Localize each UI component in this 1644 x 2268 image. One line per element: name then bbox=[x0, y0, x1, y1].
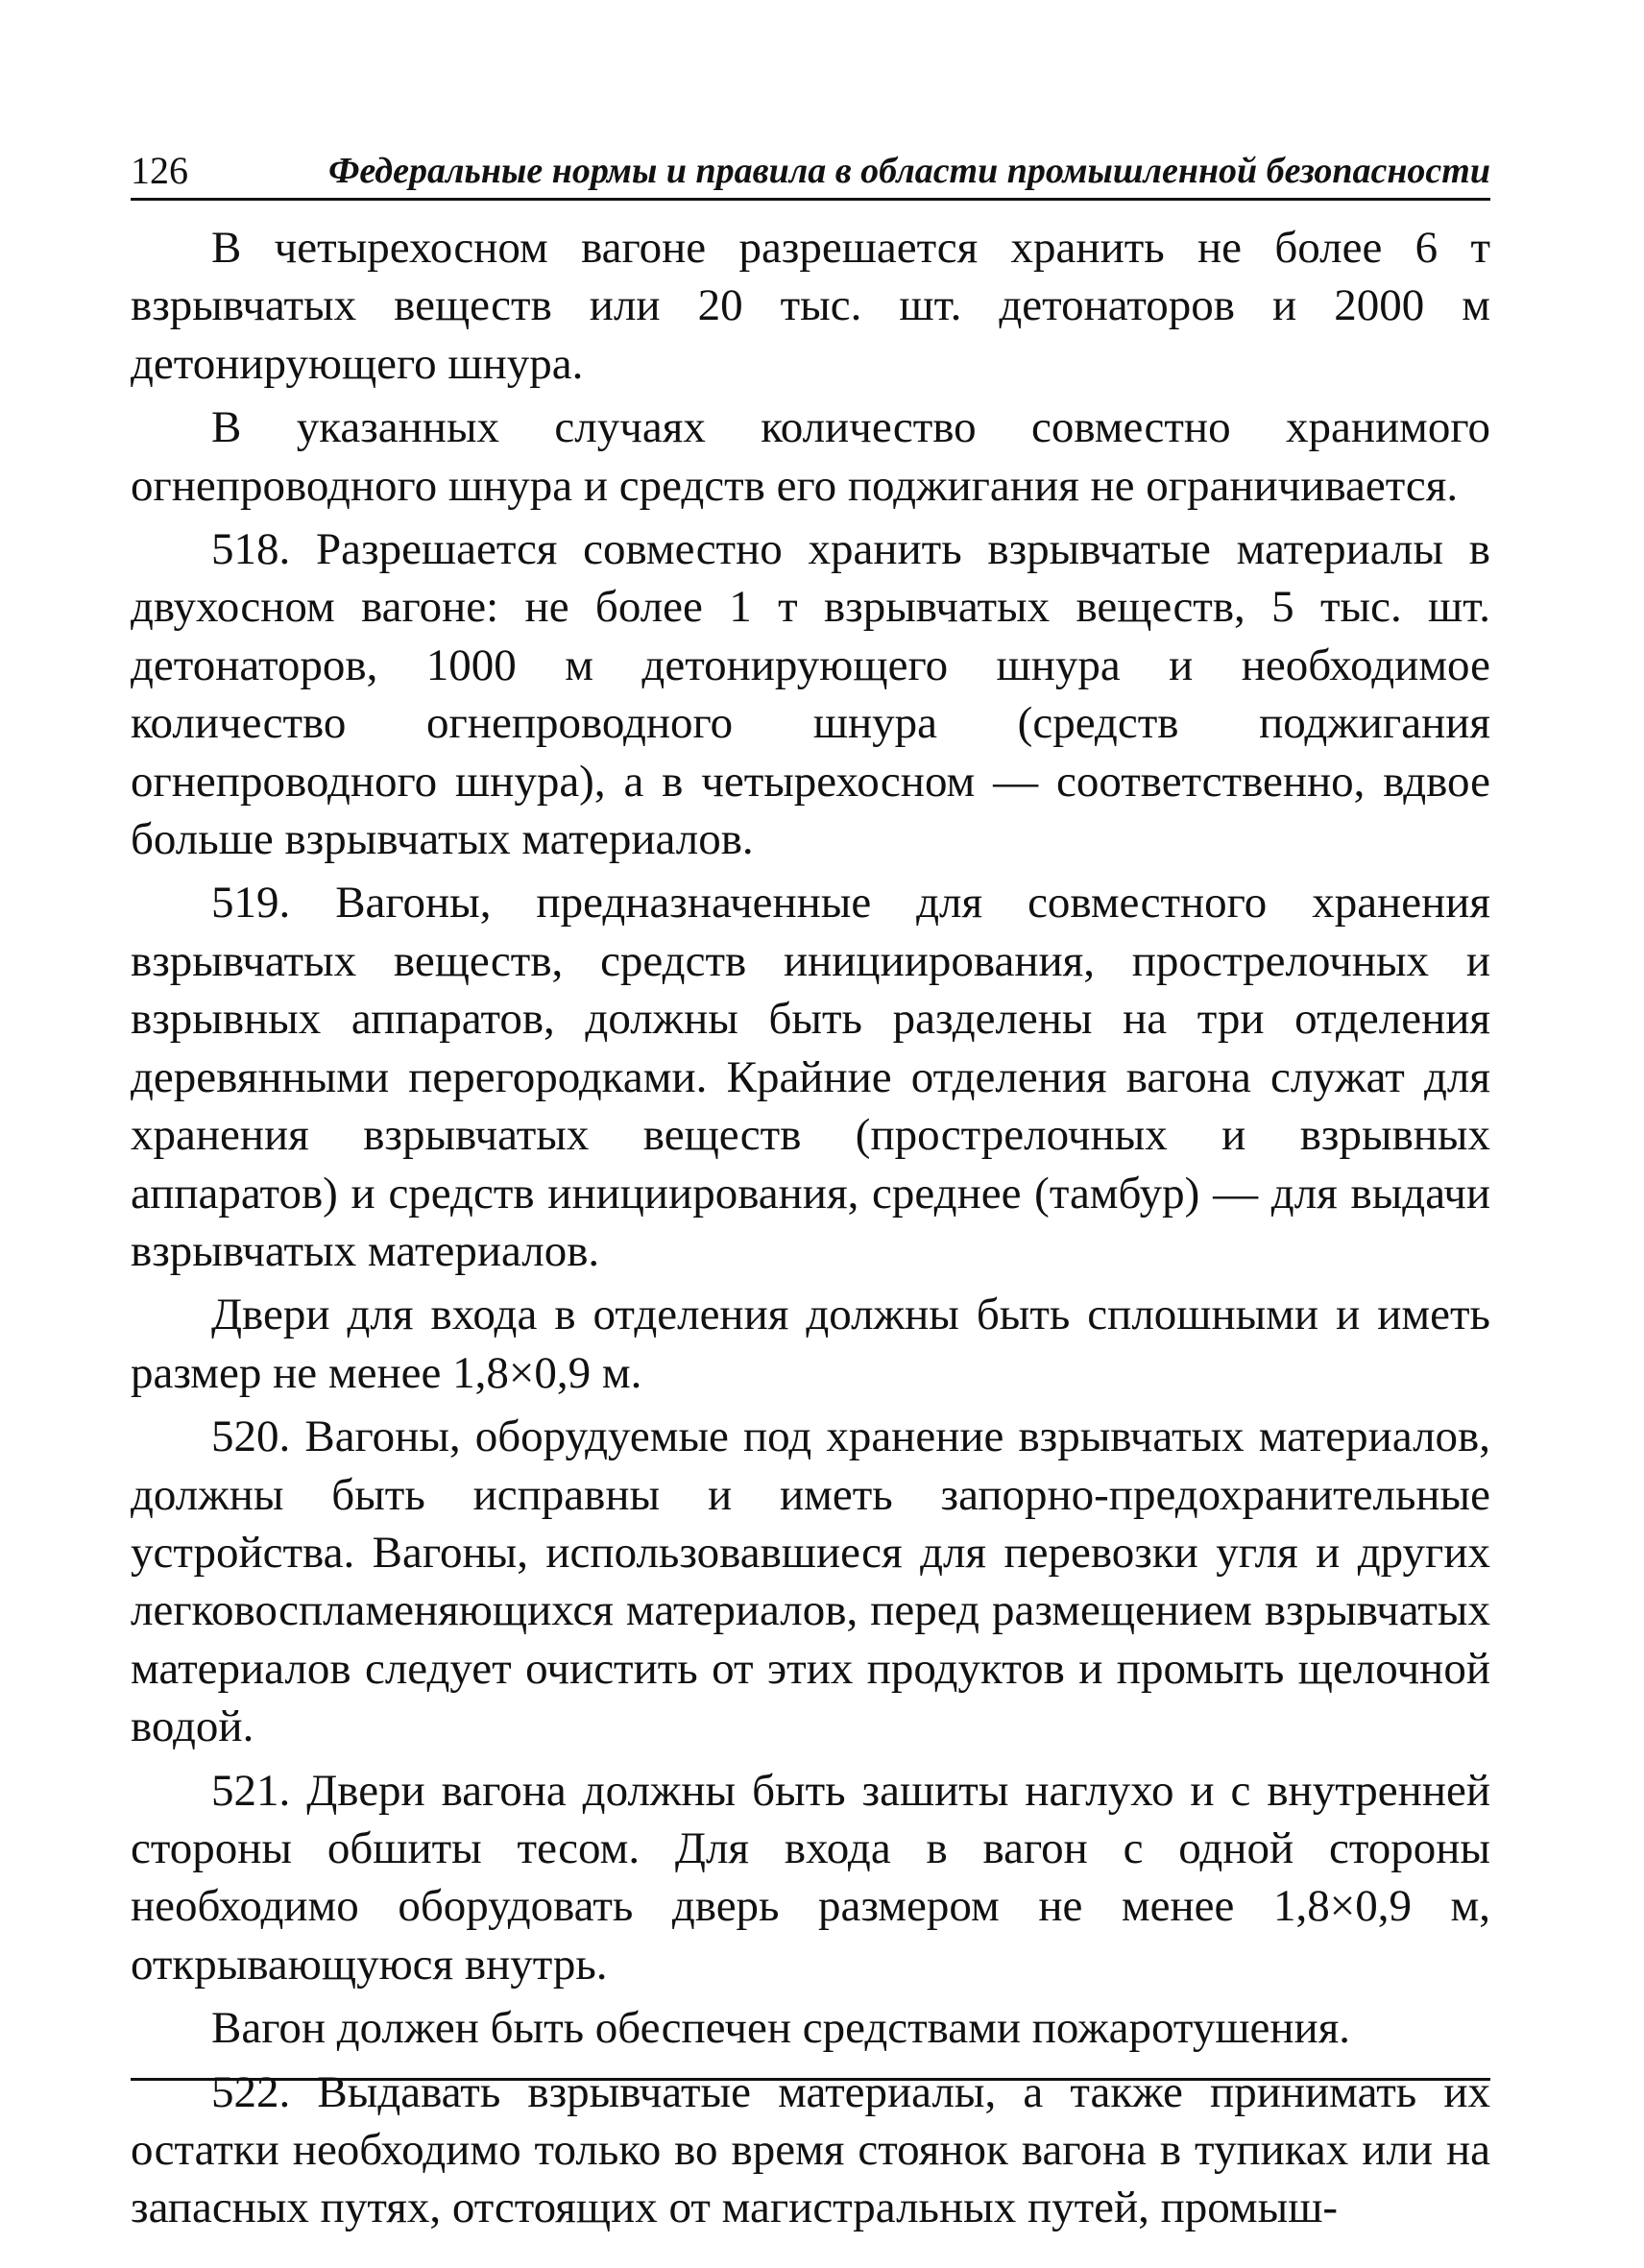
paragraph-519: 519. Вагоны, предназначенные для совместного хранения взрывчатых веществ, средств инициирования, прострелочных и взрывных аппаратов, должны быть разделены на три отделения деревянными перегородками. Крайние отделения вагона служат для хранения взрывчатых веществ (прострелочных и взрывных аппаратов) и средств инициирования, среднее (тамбур) — для выдачи взрывчатых материалов. bbox=[131, 878, 1490, 1276]
paragraph: Двери для входа в отделения должны быть сплошными и иметь размер не менее 1,8×0,9 м. bbox=[131, 1290, 1490, 1398]
running-title: Федеральные нормы и правила в области промышленной безопасности bbox=[328, 151, 1490, 191]
paragraph-518: 518. Разрешается совместно хранить взрывчатые материалы в двухосном вагоне: не более 1 т взрывчатых веществ, 5 тыс. шт. детонаторов, 1000 м детонирующего шнура и необходимое количество огнепроводного шнура (средств поджигания огнепроводного шнура), а в четырехосном — соответственно, вдвое больше взрывчатых материалов. bbox=[131, 524, 1490, 865]
footer-rule bbox=[131, 2078, 1490, 2081]
paragraph: В четырехосном вагоне разрешается хранить не более 6 т взрывчатых веществ или 20 тыс. шт. детонаторов и 2000 м детонирующего шнура. bbox=[131, 223, 1490, 389]
page-number: 126 bbox=[131, 149, 188, 192]
paragraph-522: 522. Выдавать взрывчатые материалы, а также принимать их остатки необходимо только во время стоянок вагона в тупиках или на запасных путях, отстоящих от магистральных путей, промыш- bbox=[131, 2066, 1490, 2233]
paragraph-521: 521. Двери вагона должны быть зашиты наглухо и с внутренней стороны обшиты тесом. Для входа в вагон с одной стороны необходимо оборудовать дверь размером не менее 1,8×0,9 м, открывающуюся внутрь. bbox=[131, 1765, 1490, 1990]
paragraph: Вагон должен быть обеспечен средствами пожаротушения. bbox=[211, 2003, 1351, 2054]
paragraph-520: 520. Вагоны, оборудуемые под хранение взрывчатых материалов, должны быть исправны и иметь запорно-предохранительные устройства. Вагоны, использовавшиеся для перевозки угля и других легковоспламеняющихся материалов, перед размещением взрывчатых материалов следует очистить от этих продуктов и промыть щелочной водой. bbox=[131, 1411, 1490, 1752]
page-header bbox=[131, 144, 1490, 201]
paragraph: В указанных случаях количество совместно хранимого огнепроводного шнура и средств его поджигания не ограничивается. bbox=[131, 402, 1490, 511]
body-text bbox=[131, 219, 1490, 2243]
